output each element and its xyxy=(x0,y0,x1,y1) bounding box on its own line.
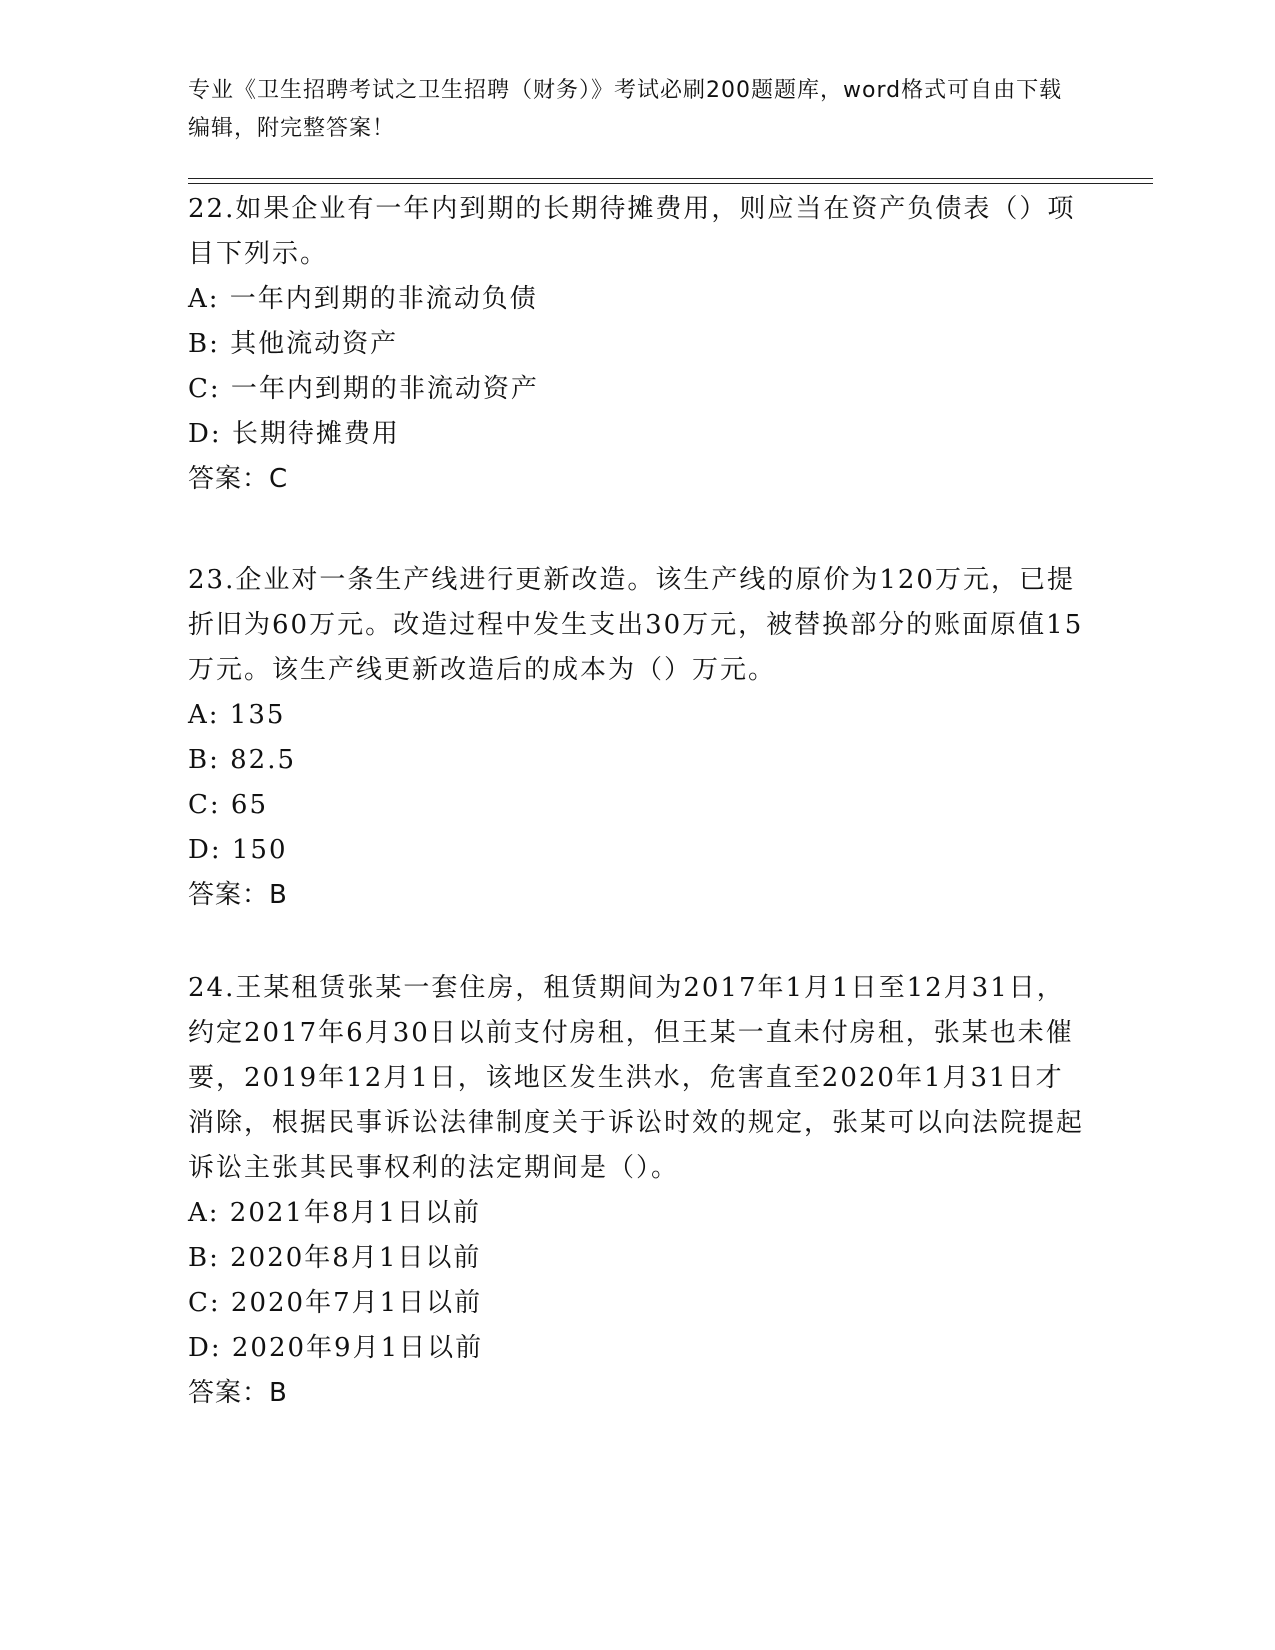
answer: 答案：B xyxy=(188,1378,288,1408)
option-b: B: 82.5 xyxy=(188,745,297,775)
option-c: C: 一年内到期的非流动资产 xyxy=(188,374,539,404)
option-b: B: 2020年8月1日以前 xyxy=(188,1243,482,1273)
header-divider-bottom xyxy=(188,183,1153,184)
question-stem: 23.企业对一条生产线进行更新改造。该生产线的原价为120万元，已提折旧为60万元。改造过程中发生支出30万元，被替换部分的账面原值15万元。该生产线更新改造后的成本为（）万元。 xyxy=(188,565,1084,685)
option-d: D: 2020年9月1日以前 xyxy=(188,1333,484,1363)
option-d: D: 150 xyxy=(188,835,288,865)
option-a: A: 2021年8月1日以前 xyxy=(188,1198,482,1228)
answer: 答案：B xyxy=(188,880,288,910)
option-d: D: 长期待摊费用 xyxy=(188,419,400,449)
question-22 xyxy=(188,187,1088,502)
answer: 答案：C xyxy=(188,464,289,494)
question-stem: 22.如果企业有一年内到期的长期待摊费用，则应当在资产负债表（）项目下列示。 xyxy=(188,194,1076,269)
option-c: C: 2020年7月1日以前 xyxy=(188,1288,483,1318)
document-header: 专业《卫生招聘考试之卫生招聘（财务）》考试必刷200题题库，word格式可自由下载编辑，附完整答案！ xyxy=(188,78,1063,141)
option-a: A: 135 xyxy=(188,700,286,730)
option-b: B: 其他流动资产 xyxy=(188,329,399,359)
header-divider-top xyxy=(188,178,1153,179)
question-stem: 24.王某租赁张某一套住房，租赁期间为2017年1月1日至12月31日，约定2017年6月30日以前支付房租，但王某一直未付房租，张某也未催要，2019年12月1日，该地区发生洪水，危害直至2020年1月31日才消除，根据民事诉讼法律制度关于诉讼时效的规定，张某可以向法院提起诉讼主张其民事权利的法定期间是（）。 xyxy=(188,973,1085,1183)
question-24 xyxy=(188,966,1088,1416)
question-23 xyxy=(188,558,1088,918)
option-a: A: 一年内到期的非流动负债 xyxy=(188,284,538,314)
option-c: C: 65 xyxy=(188,790,269,820)
